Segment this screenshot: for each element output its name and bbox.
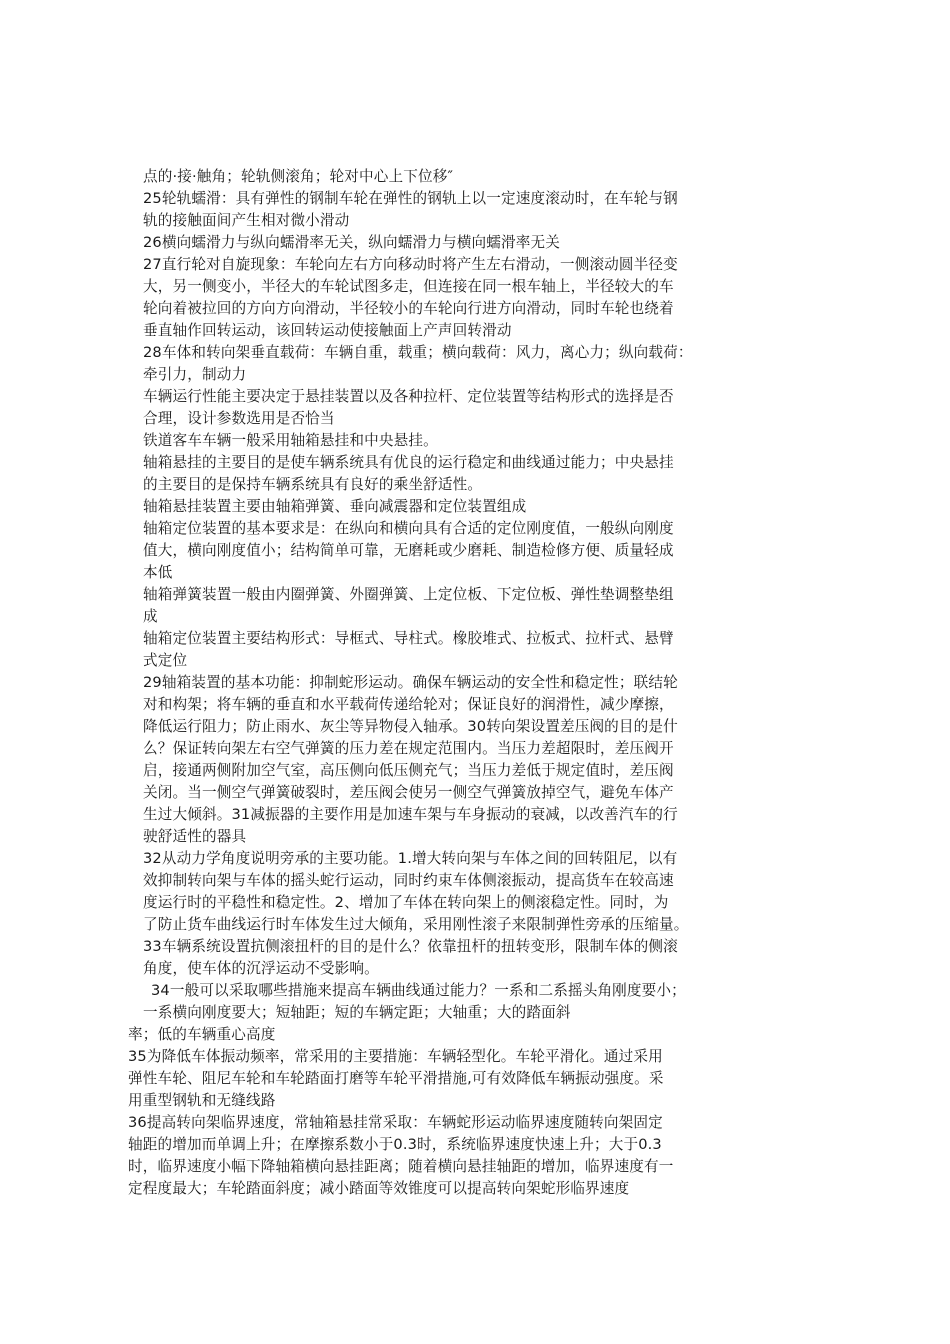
text-line: 轴箱弹簧装置一般由内圈弹簧、外圈弹簧、上定位板、下定位板、弹性垫调整垫组 <box>143 586 674 603</box>
text-line: 轨的接触面间产生相对微小滑动 <box>143 212 350 229</box>
text-line: 牵引力，制动力 <box>143 366 247 383</box>
text-line: 27直行轮对自旋现象：车轮向左右方向移动时将产生左右滑动，一侧滚动圆半径变 <box>143 256 678 273</box>
text-line: 大，另一侧变小，半径大的车轮试图多走，但连接在同一根车轴上，半径较大的车 <box>143 278 674 295</box>
text-line: 么？保证转向架左右空气弹簧的压力差在规定范围内。当压力差超限时，差压阀开 <box>143 740 674 757</box>
text-line: 轴距的增加而单调上升；在摩擦系数小于0.3时，系统临界速度快速上升；大于0.3 <box>128 1136 662 1153</box>
text-line: 降低运行阻力；防止雨水、灰尘等异物侵入轴承。30转向架设置差压阀的目的是什 <box>143 718 678 735</box>
text-line: 轴箱定位装置的基本要求是：在纵向和横向具有合适的定位刚度值，一般纵向刚度 <box>143 520 674 537</box>
text-line: 的主要目的是保持车辆系统具有良好的乘坐舒适性。 <box>143 476 483 493</box>
text-line: 度运行时的平稳性和稳定性。2、增加了车体在转向架上的侧滚稳定性。同时，为 <box>143 894 669 911</box>
text-line: 值大，横向刚度值小；结构简单可靠，无磨耗或少磨耗、制造检修方便、质量轻成 <box>143 542 674 559</box>
text-line: 28车体和转向架垂直载荷：车辆自重，载重；横向载荷：风力，离心力；纵向载荷： <box>143 344 693 361</box>
text-line: 效抑制转向架与车体的摇头蛇行运动，同时约束车体侧滚振动，提高货车在较高速 <box>143 872 674 889</box>
text-line: 轴箱悬挂装置主要由轴箱弹簧、垂向减震器和定位装置组成 <box>143 498 527 515</box>
text-line: 用重型钢轨和无缝线路 <box>128 1092 276 1109</box>
text-line: 32从动力学角度说明旁承的主要功能。1.增大转向架与车体之间的回转阻尼，以有 <box>143 850 678 867</box>
text-line: 33车辆系统设置抗侧滚扭杆的目的是什么？依靠扭杆的扭转变形，限制车体的侧滚 <box>143 938 678 955</box>
text-line: 成 <box>143 608 158 625</box>
text-line: 轴箱悬挂的主要目的是使车辆系统具有优良的运行稳定和曲线通过能力；中央悬挂 <box>143 454 674 471</box>
text-line: 驶舒适性的器具 <box>143 828 247 845</box>
text-line: 26横向蠕滑力与纵向蠕滑率无关，纵向蠕滑力与横向蠕滑率无关 <box>143 234 560 251</box>
text-line: 了防止货车曲线运行时车体发生过大倾角，采用刚性滚子来限制弹性旁承的压缩量。 <box>143 916 689 933</box>
text-line: 本低 <box>143 564 173 581</box>
text-line: 轴箱定位装置主要结构形式：导框式、导柱式。橡胶堆式、拉板式、拉杆式、悬臂 <box>143 630 674 647</box>
text-line: 时，临界速度小幅下降轴箱横向悬挂距离；随着横向悬挂轴距的增加，临界速度有一 <box>128 1158 674 1175</box>
text-line: 34一般可以采取哪些措施来提高车辆曲线通过能力？一系和二系摇头角刚度要小； <box>151 982 686 999</box>
text-line: 弹性车轮、阻尼车轮和车轮踏面打磨等车轮平滑措施,可有效降低车辆振动强度。采 <box>128 1070 664 1087</box>
text-line: 生过大倾斜。31减振器的主要作用是加速车架与车身振动的衰减，以改善汽车的行 <box>143 806 678 823</box>
text-line: 35为降低车体振动频率，常采用的主要措施：车辆轻型化。车轮平滑化。通过采用 <box>128 1048 663 1065</box>
text-line: 角度，使车体的沉浮运动不受影响。 <box>143 960 379 977</box>
text-line: 36提高转向架临界速度，常轴箱悬挂常采取：车辆蛇形运动临界速度随转向架固定 <box>128 1114 663 1131</box>
text-line: 一系横向刚度要大；短轴距；短的车辆定距；大轴重；大的踏面斜 <box>143 1004 571 1021</box>
text-line: 定程度最大；车轮踏面斜度；减小踏面等效锥度可以提高转向架蛇形临界速度 <box>128 1180 630 1197</box>
text-line: 关闭。当一侧空气弹簧破裂时，差压阀会使另一侧空气弹簧放掉空气，避免车体产 <box>143 784 674 801</box>
text-line: 29轴箱装置的基本功能：抑制蛇形运动。确保车辆运动的安全性和稳定性；联结轮 <box>143 674 678 691</box>
text-line: 垂直轴作回转运动，该回转运动使接触面上产声回转滑动 <box>143 322 512 339</box>
text-line: 率；低的车辆重心高度 <box>128 1026 276 1043</box>
text-line: 点的·接·触角；轮轨侧滚角；轮对中心上下位移″ <box>143 168 454 185</box>
text-line: 轮向着被拉回的方向方向滑动，半径较小的车轮向行进方向滑动，同时车轮也绕着 <box>143 300 674 317</box>
text-line: 车辆运行性能主要决定于悬挂装置以及各种拉杆、定位装置等结构形式的选择是否 <box>143 388 674 405</box>
text-line: 合理，设计参数选用是否恰当 <box>143 410 335 427</box>
text-line: 25轮轨蠕滑：具有弹性的钢制车轮在弹性的钢轨上以一定速度滚动时，在车轮与钢 <box>143 190 678 207</box>
text-line: 启，接通两侧附加空气室，高压侧向低压侧充气；当压力差低于规定值时，差压阀 <box>143 762 674 779</box>
text-line: 对和构架；将车辆的垂直和水平载荷传递给轮对；保证良好的润滑性，减少摩擦， <box>143 696 674 713</box>
text-line: 式定位 <box>143 652 188 669</box>
text-line: 铁道客车车辆一般采用轴箱悬挂和中央悬挂。 <box>143 432 438 449</box>
